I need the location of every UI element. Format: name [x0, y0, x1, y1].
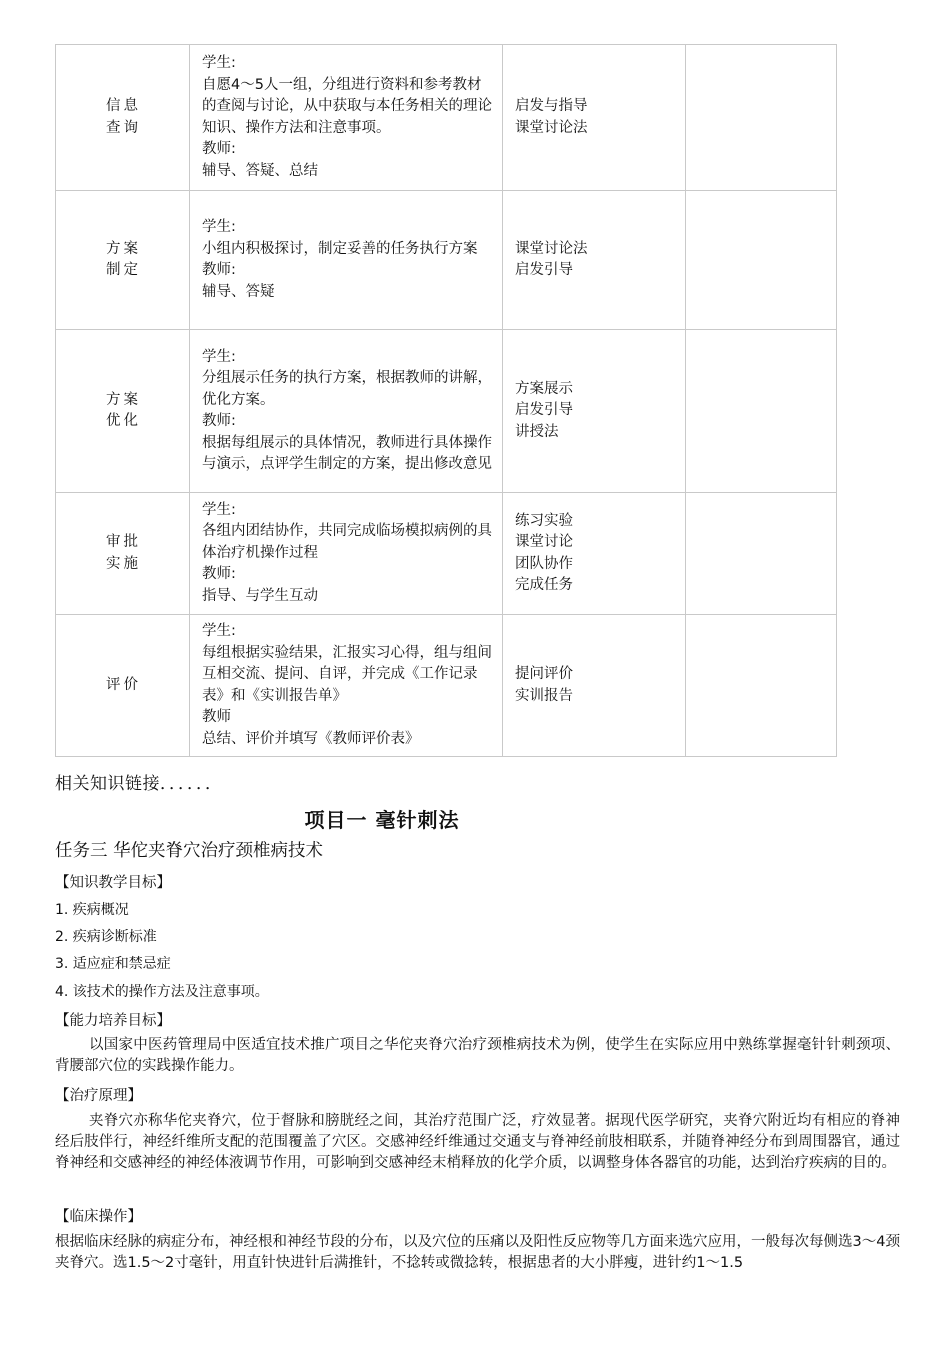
table-row	[56, 330, 837, 493]
activity-text: 指导、与学生互动	[202, 587, 318, 604]
stage-label: 优化	[106, 413, 141, 429]
method-text: 实训报告	[515, 687, 573, 704]
project-title: 项目一 毫针刺法	[304, 808, 460, 832]
stage-cell	[56, 493, 190, 615]
table-row	[56, 493, 837, 615]
stage-label: 制定	[106, 262, 141, 278]
stage-label: 方案	[106, 240, 141, 257]
ability-objectives-text: 以国家中医药管理局中医适宜技术推广项目之华佗夹脊穴治疗颈椎病技术为例，使学生在实际应用中熟练掌握毫针针刺颈项、背腰部穴位的实践操作能力。	[55, 1037, 900, 1074]
method-text: 方案展示	[515, 380, 573, 397]
method-cell	[503, 615, 686, 757]
treatment-principle-heading: 【治疗原理】	[55, 1088, 142, 1104]
table-row	[56, 45, 837, 191]
notes-cell	[686, 493, 837, 615]
stage-cell	[56, 330, 190, 493]
knowledge-item: 1. 疾病概况	[55, 902, 129, 918]
stage-cell	[56, 191, 190, 330]
activity-text: 教师:	[202, 413, 236, 429]
notes-cell	[686, 330, 837, 493]
method-text: 完成任务	[515, 577, 573, 593]
activity-text: 学生:	[202, 623, 236, 639]
table-row	[56, 615, 837, 757]
activity-cell	[190, 493, 503, 615]
activity-text: 学生:	[202, 348, 236, 365]
activity-text: 每组根据实验结果，汇报实习心得，组与组间互相交流、提问、自评，并完成《工作记录表》和《实训报告单》	[202, 644, 492, 704]
activity-text: 根据每组展示的具体情况，教师进行具体操作与演示，点评学生制定的方案，提出修改意见	[202, 434, 492, 472]
stage-label: 查询	[106, 119, 141, 136]
activity-text: 小组内积极探讨，制定妥善的任务执行方案	[202, 240, 478, 257]
ability-objectives-heading: 【能力培养目标】	[55, 1013, 171, 1029]
knowledge-item: 3. 适应症和禁忌症	[55, 956, 171, 972]
treatment-principle-text: 夹脊穴亦称华佗夹脊穴，位于督脉和膀胱经之间，其治疗范围广泛，疗效显著。据现代医学研究，夹脊穴附近均有相应的脊神经后肢伴行，神经纤维所支配的范围覆盖了穴区。交感神经纤维通过交通支与脊神经前肢相联系，并随脊神经分布到周围器官，通过脊神经和交感神经的神经体液调节作用，可影响到交感神经末梢释放的化学介质，以调整身体各器官的功能，达到治疗疾病的目的。	[55, 1113, 900, 1171]
method-text: 课堂讨论	[515, 534, 573, 550]
method-text: 讲授法	[515, 423, 559, 440]
teaching-process-table	[55, 44, 837, 757]
activity-text: 总结、评价并填写《教师评价表》	[202, 730, 420, 747]
activity-text: 学生:	[202, 55, 236, 71]
activity-text: 教师:	[202, 262, 236, 278]
method-cell	[503, 493, 686, 615]
knowledge-item: 2. 疾病诊断标准	[55, 929, 157, 945]
activity-text: 分组展示任务的执行方案，根据教师的讲解，优化方案。	[202, 370, 492, 408]
activity-text: 学生:	[202, 501, 236, 518]
notes-cell	[686, 191, 837, 330]
method-text: 启发引导	[515, 402, 573, 419]
method-text: 提问评价	[515, 666, 573, 682]
activity-cell	[190, 191, 503, 330]
stage-label: 评价	[106, 676, 141, 693]
method-text: 课堂讨论法	[515, 240, 588, 257]
stage-label: 实施	[106, 555, 141, 572]
method-cell	[503, 45, 686, 191]
stage-label: 审批	[106, 534, 141, 550]
method-text: 课堂讨论法	[515, 119, 588, 136]
table-row	[56, 191, 837, 330]
stage-cell	[56, 45, 190, 191]
activity-text: 自愿4～5人一组，分组进行资料和参考教材的查阅与讨论，从中获取与本任务相关的理论知识、操作方法和注意事项。	[202, 76, 492, 136]
activity-cell	[190, 615, 503, 757]
activity-text: 辅导、答疑、总结	[202, 162, 318, 179]
method-cell	[503, 330, 686, 493]
notes-cell	[686, 615, 837, 757]
method-cell	[503, 191, 686, 330]
activity-text: 教师:	[202, 141, 236, 157]
method-text: 练习实验	[515, 512, 573, 529]
stage-label: 信息	[106, 98, 141, 114]
activity-text: 教师:	[202, 566, 236, 583]
activity-text: 辅导、答疑	[202, 283, 275, 300]
task-title: 任务三 华佗夹脊穴治疗颈椎病技术	[55, 841, 324, 861]
stage-label: 方案	[106, 391, 141, 408]
activity-text: 教师	[202, 709, 231, 725]
activity-text: 各组内团结协作，共同完成临场模拟病例的具体治疗机操作过程	[202, 523, 492, 561]
notes-cell	[686, 45, 837, 191]
stage-cell	[56, 615, 190, 757]
activity-text: 学生:	[202, 219, 236, 235]
related-knowledge-link[interactable]: 相关知识链接．．．．．．	[55, 774, 223, 794]
clinical-operation-text: 根据临床经脉的病症分布，神经根和神经节段的分布，以及穴位的压痛以及阳性反应物等几方面来选穴应用，一般每次每侧选3～4颈夹脊穴。选1.5～2寸毫针，用直针快进针后满推针，不捻转或微捻转，根据患者的大小胖瘦，进针约1～1.5	[55, 1234, 900, 1271]
clinical-operation-heading: 【临床操作】	[55, 1209, 142, 1225]
activity-cell	[190, 330, 503, 493]
method-text: 团队协作	[515, 555, 573, 572]
knowledge-item: 4. 该技术的操作方法及注意事项。	[55, 984, 269, 1000]
activity-cell	[190, 45, 503, 191]
method-text: 启发引导	[515, 262, 573, 278]
method-text: 启发与指导	[515, 98, 588, 114]
knowledge-objectives-heading: 【知识教学目标】	[55, 875, 171, 891]
